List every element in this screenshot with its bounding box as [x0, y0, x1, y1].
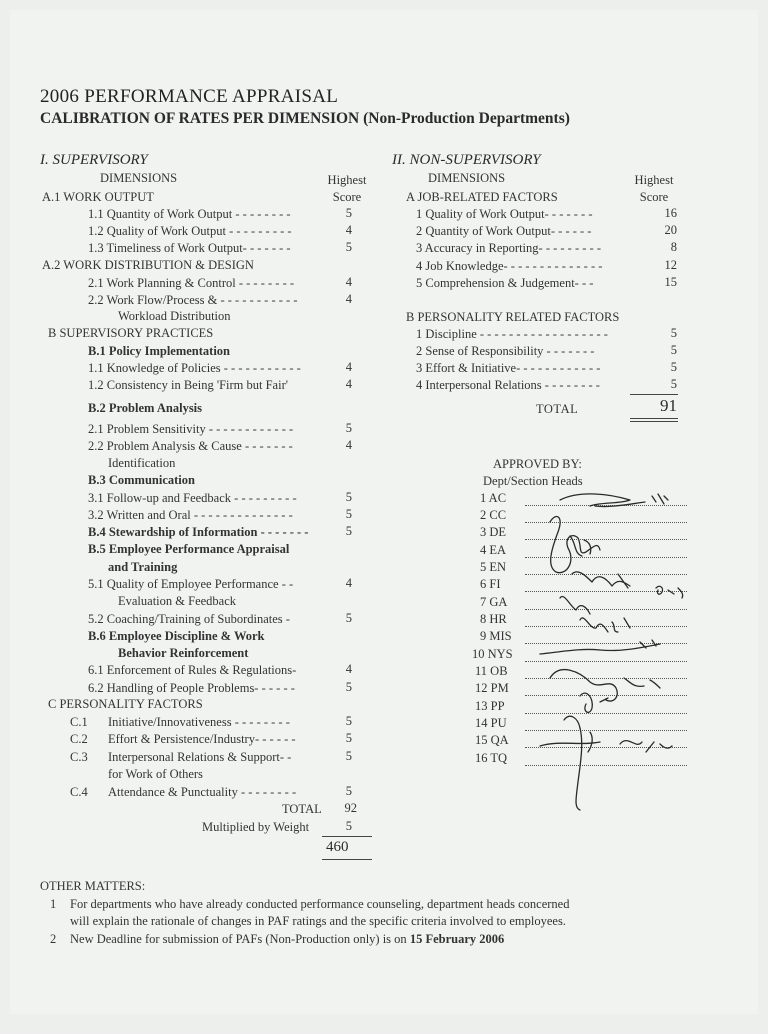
sup-rule — [322, 859, 372, 860]
nonsup-row: 1 Quality of Work Output- - - - - - - — [416, 207, 593, 221]
other-matters-heading: OTHER MATTERS: — [40, 879, 146, 893]
sup-score: 5 — [345, 714, 352, 728]
sup-score: 5 — [345, 680, 352, 694]
other-matter-text — [70, 931, 504, 948]
sup-row: 6.2 Handling of People Problems- - - - - - — [88, 681, 295, 695]
sup-score: 4 — [345, 662, 352, 676]
sup-score: 5 — [345, 524, 352, 538]
sup-row: and Training — [108, 560, 178, 574]
other-matter-text-lead: New Deadline for submission of PAFs (Non-Production only) is on — [70, 932, 410, 946]
sup-score: 4 — [345, 292, 352, 306]
sup-weight-value: 5 — [345, 819, 352, 833]
dept-label: 14 PU — [475, 716, 507, 730]
sup-row: Behavior Reinforcement — [118, 646, 249, 660]
sup-row: B.6 Employee Discipline & Work — [88, 629, 265, 643]
dept-label: 2 CC — [480, 508, 507, 522]
approval-subheading: Dept/Section Heads — [483, 474, 583, 488]
sup-score: 5 — [345, 240, 352, 254]
deadline-date: 15 February 2006 — [409, 932, 505, 946]
sup-row: Attendance & Punctuality - - - - - - - - — [108, 785, 297, 799]
sup-row: Effort & Persistence/Industry- - - - - - — [108, 732, 296, 746]
supervisory-col-score: Score — [332, 190, 362, 204]
dept-label: 5 EN — [480, 560, 507, 574]
sup-row: 5.2 Coaching/Training of Subordinates - — [88, 612, 290, 626]
sup-row: 2.1 Problem Sensitivity - - - - - - - - - - - - — [88, 422, 294, 436]
other-matter-text: will explain the rationale of changes in PAF ratings and the specific criteria involved to employees. — [70, 914, 566, 928]
sup-score: 4 — [345, 275, 352, 289]
sup-row: 1.2 Quality of Work Output - - - - - - - - - — [88, 224, 292, 238]
nonsup-score: 15 — [664, 275, 677, 289]
document-subtitle: CALIBRATION OF RATES PER DIMENSION (Non-Production Departments) — [40, 110, 570, 127]
nonsup-col-score: Score — [639, 190, 669, 204]
sup-row: Initiative/Innovativeness - - - - - - - - — [108, 715, 290, 729]
sup-row: Identification — [108, 456, 176, 470]
dept-label: 15 QA — [475, 733, 509, 747]
other-matter-number: 1 — [50, 897, 57, 911]
sup-row: A.2 WORK DISTRIBUTION & DESIGN — [42, 258, 254, 272]
dept-label: 10 NYS — [472, 647, 513, 661]
nonsup-score: 12 — [664, 258, 677, 272]
dept-label: 16 TQ — [475, 751, 508, 765]
sup-row: B.1 Policy Implementation — [88, 344, 231, 358]
sup-score: 5 — [345, 507, 352, 521]
nonsup-row: 4 Job Knowledge- - - - - - - - - - - - - - — [416, 259, 603, 273]
sup-score: 4 — [345, 576, 352, 590]
sup-score: 4 — [345, 377, 352, 391]
nonsup-score: 5 — [670, 326, 677, 340]
sup-row: Evaluation & Feedback — [118, 594, 237, 608]
sup-weight-label: Multiplied by Weight — [202, 820, 310, 834]
sup-rule — [322, 836, 372, 837]
sup-row: 2.2 Problem Analysis & Cause - - - - - - - — [88, 439, 293, 453]
dept-label: 8 HR — [480, 612, 507, 626]
sup-total-value: 92 — [344, 801, 357, 815]
sup-row: 1.1 Quantity of Work Output - - - - - - - - — [88, 207, 291, 221]
supervisory-heading: I. SUPERVISORY — [40, 152, 148, 168]
sup-score: 5 — [345, 731, 352, 745]
sup-row: Workload Distribution — [118, 309, 231, 323]
nonsup-row: 5 Comprehension & Judgement- - - — [416, 276, 594, 290]
nonsup-row: A JOB-RELATED FACTORS — [406, 190, 558, 204]
other-matter-number: 2 — [50, 932, 57, 946]
sup-score: 5 — [345, 490, 352, 504]
nonsup-score: 20 — [664, 223, 677, 237]
dept-label: 13 PP — [475, 699, 505, 713]
sup-row: 2.1 Work Planning & Control - - - - - - - - — [88, 276, 295, 290]
nonsup-score: 16 — [664, 206, 677, 220]
dept-label: 1 AC — [480, 491, 507, 505]
sup-row: B.2 Problem Analysis — [88, 401, 203, 415]
dept-label: 6 FI — [480, 577, 501, 591]
sup-score: 4 — [345, 223, 352, 237]
sup-code: C.1 — [70, 715, 88, 729]
sup-row: 5.1 Quality of Employee Performance - - — [88, 577, 294, 591]
sup-row: Interpersonal Relations & Support- - — [108, 750, 292, 764]
nonsup-total-label: TOTAL — [536, 402, 579, 416]
nonsup-row: 3 Accuracy in Reporting- - - - - - - - - — [416, 241, 601, 255]
sup-row: 3.2 Written and Oral - - - - - - - - - - - - - - — [88, 508, 293, 522]
handwritten-signatures — [520, 482, 710, 812]
sup-row: B.4 Stewardship of Information - - - - - - - — [88, 525, 309, 539]
sup-code: C.2 — [70, 732, 88, 746]
sup-score: 4 — [345, 438, 352, 452]
sup-score: 5 — [345, 206, 352, 220]
nonsup-score: 5 — [670, 343, 677, 357]
sup-row: C PERSONALITY FACTORS — [48, 697, 203, 711]
document-page — [10, 10, 758, 1014]
sup-row: B.3 Communication — [88, 473, 195, 487]
dept-label: 9 MIS — [480, 629, 512, 643]
nonsup-col-highest: Highest — [634, 173, 674, 187]
document-title: 2006 PERFORMANCE APPRAISAL — [40, 86, 339, 107]
supervisory-col-dimensions: DIMENSIONS — [100, 171, 178, 185]
sup-row: B SUPERVISORY PRACTICES — [48, 326, 214, 340]
dept-label: 4 EA — [480, 543, 507, 557]
sup-row: for Work of Others — [108, 767, 203, 781]
sup-score: 5 — [345, 421, 352, 435]
nonsup-row: 2 Quantity of Work Output- - - - - - — [416, 224, 592, 238]
sup-row: 1.3 Timeliness of Work Output- - - - - - - — [88, 241, 291, 255]
sup-total-label: TOTAL — [282, 802, 322, 816]
nonsup-score: 5 — [670, 377, 677, 391]
sup-row: B.5 Employee Performance Appraisal — [88, 542, 290, 556]
nonsup-row: B PERSONALITY RELATED FACTORS — [406, 310, 620, 324]
nonsup-row: 2 Sense of Responsibility - - - - - - - — [416, 344, 595, 358]
dept-label: 3 DE — [480, 525, 507, 539]
nonsup-rule — [630, 421, 678, 422]
dept-label: 12 PM — [475, 681, 509, 695]
sup-score: 4 — [345, 360, 352, 374]
sup-row: 1.1 Knowledge of Policies - - - - - - - - - - - — [88, 361, 301, 375]
sup-row: 1.2 Consistency in Being 'Firm but Fair' — [88, 378, 288, 392]
sup-row: A.1 WORK OUTPUT — [42, 190, 154, 204]
sup-row: 6.1 Enforcement of Rules & Regulations- — [88, 663, 297, 677]
sup-code: C.3 — [70, 750, 88, 764]
nonsup-total-value: 91 — [660, 396, 677, 415]
other-matter-text: For departments who have already conducted performance counseling, department heads concerned — [70, 897, 570, 911]
sup-final-score: 460 — [326, 839, 349, 855]
nonsupervisory-heading: II. NON-SUPERVISORY — [392, 152, 541, 168]
sup-row: 3.1 Follow-up and Feedback - - - - - - - - - — [88, 491, 297, 505]
supervisory-col-highest: Highest — [327, 173, 367, 187]
nonsup-row: 3 Effort & Initiative- - - - - - - - - - - - — [416, 361, 601, 375]
nonsup-rule — [630, 418, 678, 419]
sup-score: 5 — [345, 611, 352, 625]
dept-label: 11 OB — [475, 664, 508, 678]
nonsup-score: 5 — [670, 360, 677, 374]
sup-code: C.4 — [70, 785, 88, 799]
sup-score: 5 — [345, 784, 352, 798]
nonsup-score: 8 — [670, 240, 677, 254]
sup-row: 2.2 Work Flow/Process & - - - - - - - - - - - — [88, 293, 298, 307]
nonsup-row: 4 Interpersonal Relations - - - - - - - - — [416, 378, 600, 392]
approval-heading: APPROVED BY: — [493, 457, 582, 471]
nonsup-col-dimensions: DIMENSIONS — [428, 171, 506, 185]
nonsup-row: 1 Discipline - - - - - - - - - - - - - - - - - - — [416, 327, 608, 341]
nonsup-rule — [630, 394, 678, 395]
dept-label: 7 GA — [480, 595, 508, 609]
sup-score: 5 — [345, 749, 352, 763]
